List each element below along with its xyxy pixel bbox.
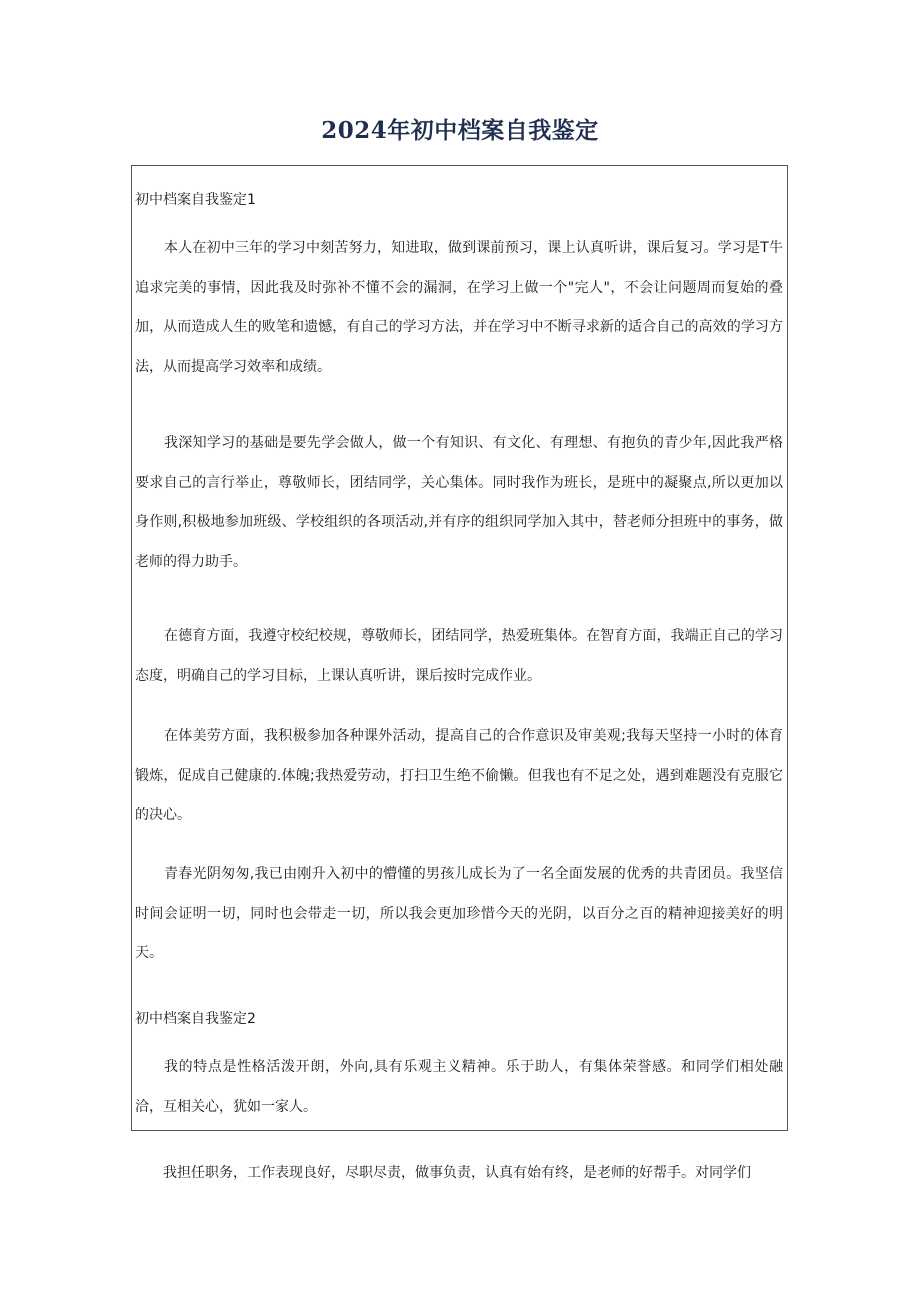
paragraph-duties-continued: 我担任职务，工作表现良好，尽职尽责，做事负责，认真有始有终，是老师的好帮手。对同学们 [163,1165,751,1181]
paragraph-physical-arts-labor: 在体美劳方面，我积极参加各种课外活动，提高自己的合作意识及审美观;我每天坚持一小时的体育锻炼，促成自己健康的.体魄;我热爱劳动，打扫卫生绝不偷懒。但我也有不足之处，遇到难题没有克服它的决心。 [135,728,783,823]
paragraph-personality: 我的特点是性格活泼开朗，外向,具有乐观主义精神。乐于助人，有集体荣誉感。和同学们相处融洽，互相关心，犹如一家人。 [135,1059,783,1115]
paragraph-study: 本人在初中三年的学习中刻苦努力，知进取，做到课前预习，课上认真听讲，课后复习。学习是T牛追求完美的事情，因此我及时弥补不懂不会的漏洞，在学习上做一个"完人"，不会让问题周而复始的叠加，从而造成人生的败笔和遗憾，有自己的学习方法，并在学习中不断寻求新的适合自己的高效的学习方法，从而提高学习效率和成绩。 [135,240,783,375]
content-table-cell [131,165,788,1131]
document-title: 2024年初中档案自我鉴定 [321,117,599,144]
section-heading-2: 初中档案自我鉴定2 [135,1011,256,1027]
paragraph-moral-intellectual: 在德育方面，我遵守校纪校规，尊敬师长，团结同学，热爱班集体。在智育方面，我端正自己的学习态度，明确自己的学习目标，上课认真听讲，课后按时完成作业。 [135,628,783,684]
section-heading-1: 初中档案自我鉴定1 [135,192,256,208]
paragraph-youth: 青春光阴匆匆,我已由刚升入初中的懵懂的男孩儿成长为了一名全面发展的优秀的共青团员。我坚信时间会证明一切，同时也会带走一切，所以我会更加珍惜今天的光阴，以百分之百的精神迎接美好的明天。 [135,866,783,961]
paragraph-conduct: 我深知学习的基础是要先学会做人，做一个有知识、有文化、有理想、有抱负的青少年,因此我严格要求自己的言行举止，尊敬师长，团结同学，关心集体。同时我作为班长，是班中的凝聚点,所以更加以身作则,积极地参加班级、学校组织的各项活动,并有序的组织同学加入其中，替老师分担班中的事务，做老师的得力助手。 [135,435,783,570]
